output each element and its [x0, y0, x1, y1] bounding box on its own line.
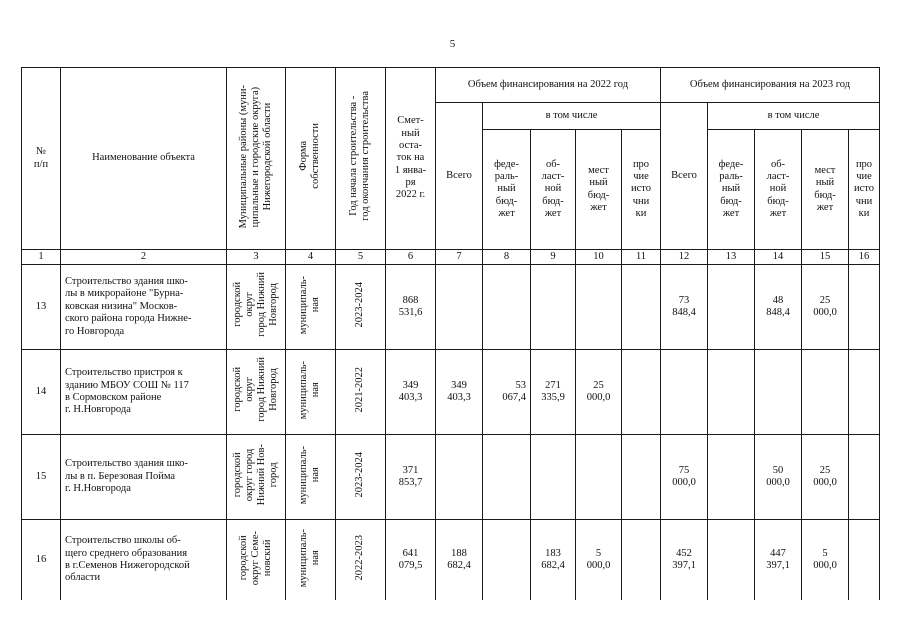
municipality: городской округ город Нижний Новгород [227, 265, 286, 350]
ownership: муниципаль- ная [286, 265, 336, 350]
header-2022-federal: феде- раль- ный бюд- жет [483, 130, 531, 250]
header-remainder: Смет- ный оста- ток на 1 янва- ря 2022 г. [386, 68, 436, 250]
y22-local [576, 265, 622, 350]
y22-local [576, 435, 622, 520]
header-name: Наименование объекта [61, 68, 227, 250]
y22-other [622, 350, 661, 435]
column-number: 14 [755, 250, 802, 265]
column-number: 9 [531, 250, 576, 265]
object-name: Строительство здания шко- лы в п. Березовая Пойма г. Н.Новгорода [61, 435, 227, 520]
y23-regional: 447 397,1 [755, 520, 802, 601]
y22-total [436, 265, 483, 350]
municipality: городской округ город Нижний Нов- город [227, 435, 286, 520]
y22-federal [483, 265, 531, 350]
header-fin-2022: Объем финансирования на 2022 год [436, 68, 661, 103]
y22-local: 25 000,0 [576, 350, 622, 435]
table-row [22, 520, 880, 601]
years: 2023-2024 [336, 265, 386, 350]
y22-total [436, 435, 483, 520]
years: 2021-2022 [336, 350, 386, 435]
y23-local: 25 000,0 [802, 435, 849, 520]
column-number: 3 [227, 250, 286, 265]
header-num: № п/п [22, 68, 61, 250]
ownership: муниципаль- ная [286, 350, 336, 435]
header-municipality: Муниципальные районы (муни- ципальные и городские округа) Нижегородской области [227, 68, 286, 250]
y23-total [661, 350, 708, 435]
object-name: Строительство пристроя к зданию МБОУ СОШ № 117 в Сормовском районе г. Н.Новгорода [61, 350, 227, 435]
y22-total: 349 403,3 [436, 350, 483, 435]
y23-federal [708, 520, 755, 601]
municipality: городской округ город Нижний Новгород [227, 350, 286, 435]
y23-regional [755, 350, 802, 435]
y22-federal: 53 067,4 [483, 350, 531, 435]
header-2022-total: Всего [436, 103, 483, 250]
column-number: 8 [483, 250, 531, 265]
header-2023-other: про чие исто чни ки [849, 130, 880, 250]
y23-total: 73 848,4 [661, 265, 708, 350]
y23-other [849, 265, 880, 350]
y23-federal [708, 265, 755, 350]
row-num: 15 [22, 435, 61, 520]
y23-federal [708, 435, 755, 520]
y22-federal [483, 435, 531, 520]
y22-regional: 271 335,9 [531, 350, 576, 435]
y23-federal [708, 350, 755, 435]
object-name: Строительство здания шко- лы в микрорайоне "Бурна- ковская низина" Москов- ского района города Нижне- го Новгорода [61, 265, 227, 350]
remainder: 868 531,6 [386, 265, 436, 350]
column-numbers-row [22, 250, 880, 265]
y23-local: 5 000,0 [802, 520, 849, 601]
y22-other [622, 435, 661, 520]
table-row [22, 350, 880, 435]
remainder: 371 853,7 [386, 435, 436, 520]
y22-local: 5 000,0 [576, 520, 622, 601]
object-name: Строительство школы об- щего среднего образования в г.Семенов Нижегородской области [61, 520, 227, 601]
table-row [22, 265, 880, 350]
ownership: муниципаль- ная [286, 435, 336, 520]
table-row [22, 435, 880, 520]
years: 2022-2023 [336, 520, 386, 601]
header-2022-incl: в том числе [483, 103, 661, 130]
ownership: муниципаль- ная [286, 520, 336, 601]
column-number: 15 [802, 250, 849, 265]
header-2023-federal: феде- раль- ный бюд- жет [708, 130, 755, 250]
header-2023-regional: об- ласт- ной бюд- жет [755, 130, 802, 250]
header-2023-local: мест ный бюд- жет [802, 130, 849, 250]
header-fin-2023: Объем финансирования на 2023 год [661, 68, 880, 103]
column-number: 4 [286, 250, 336, 265]
column-number: 1 [22, 250, 61, 265]
y23-other [849, 350, 880, 435]
y23-local [802, 350, 849, 435]
y23-total: 452 397,1 [661, 520, 708, 601]
years: 2023-2024 [336, 435, 386, 520]
row-num: 14 [22, 350, 61, 435]
y23-other [849, 520, 880, 601]
column-number: 13 [708, 250, 755, 265]
y22-regional: 183 682,4 [531, 520, 576, 601]
column-number: 2 [61, 250, 227, 265]
y23-regional: 50 000,0 [755, 435, 802, 520]
municipality: городской округ Семе- новский [227, 520, 286, 601]
remainder: 349 403,3 [386, 350, 436, 435]
financing-table [21, 67, 880, 600]
column-number: 6 [386, 250, 436, 265]
y23-total: 75 000,0 [661, 435, 708, 520]
y23-other [849, 435, 880, 520]
y22-regional [531, 265, 576, 350]
y22-total: 188 682,4 [436, 520, 483, 601]
header-ownership: Форма собственности [286, 68, 336, 250]
y23-local: 25 000,0 [802, 265, 849, 350]
page-number: 5 [449, 38, 456, 50]
header-2023-incl: в том числе [708, 103, 880, 130]
column-number: 7 [436, 250, 483, 265]
remainder: 641 079,5 [386, 520, 436, 601]
column-number: 12 [661, 250, 708, 265]
header-2022-other: про чие исто чни ки [622, 130, 661, 250]
y22-other [622, 265, 661, 350]
column-number: 11 [622, 250, 661, 265]
header-2023-total: Всего [661, 103, 708, 250]
column-number: 5 [336, 250, 386, 265]
header-2022-regional: об- ласт- ной бюд- жет [531, 130, 576, 250]
y22-federal [483, 520, 531, 601]
column-number: 10 [576, 250, 622, 265]
row-num: 13 [22, 265, 61, 350]
header-2022-local: мест ный бюд- жет [576, 130, 622, 250]
y22-other [622, 520, 661, 601]
column-number: 16 [849, 250, 880, 265]
y22-regional [531, 435, 576, 520]
row-num: 16 [22, 520, 61, 601]
header-years: Год начала строительства - год окончания строительства [336, 68, 386, 250]
y23-regional: 48 848,4 [755, 265, 802, 350]
